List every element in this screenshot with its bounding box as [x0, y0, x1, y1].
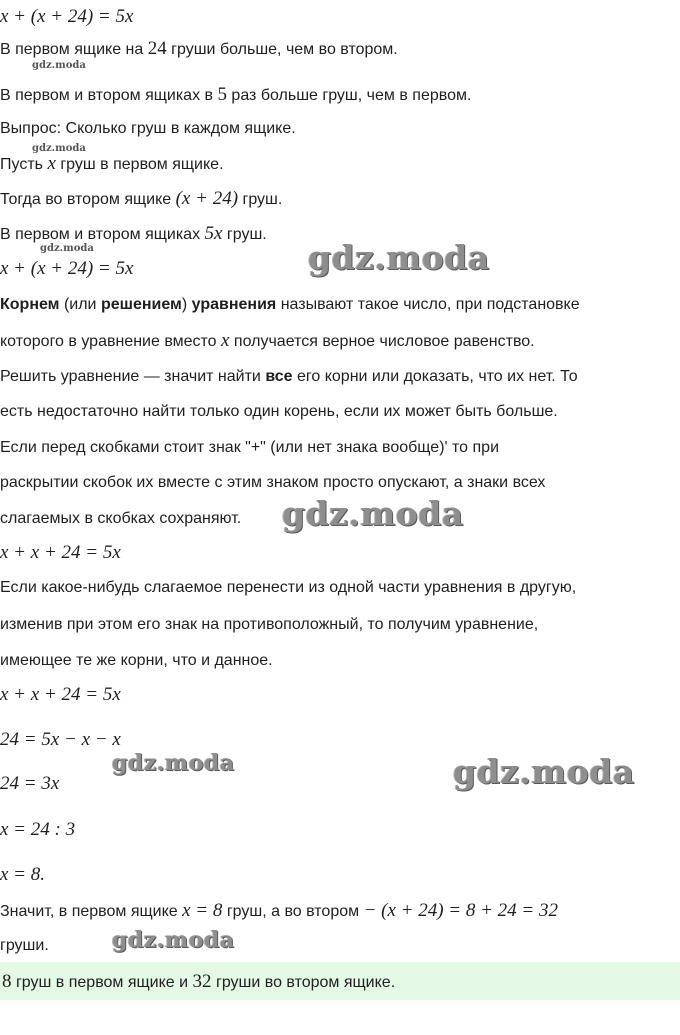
equation-7: x = 24 : 3: [0, 819, 76, 840]
equation-initial: x + (x + 24) = 5x: [0, 6, 134, 27]
solve-line-1: Решить уравнение — значит найти все его корни или доказать, что их нет. То: [0, 368, 578, 385]
watermark-large: gdz.moda: [112, 750, 235, 776]
equation-8: x = 8.: [0, 864, 46, 885]
equation-5: 24 = 5x − x − x: [0, 729, 121, 750]
equation-4: x + x + 24 = 5x: [0, 684, 121, 705]
equation-2: x + (x + 24) = 5x: [0, 258, 134, 279]
watermark-small: gdz.moda: [32, 60, 86, 71]
equation-6: 24 = 3x: [0, 773, 60, 794]
solve-line-2: есть недостаточно найти только один корень, если их может быть больше.: [0, 403, 558, 420]
move-line-1: Если какое-нибудь слагаемое перенести из одной части уравнения в другую,: [0, 579, 577, 596]
definition-line-1: Корнем (или решением) уравнения называют такое число, при подстановке: [0, 296, 580, 313]
move-line-2: изменив при этом его знак на противоположный, то получим уравнение,: [0, 616, 539, 633]
condition-line-1: В первом ящике на 24 груши больше, чем во втором.: [0, 38, 398, 59]
let-line: Пусть x груш в первом ящике.: [0, 153, 224, 174]
equation-3: x + x + 24 = 5x: [0, 542, 121, 563]
watermark-small: gdz.moda: [32, 143, 86, 154]
watermark-small: gdz.moda: [40, 243, 94, 254]
watermark-large: gdz.moda: [453, 752, 635, 791]
move-line-3: имеющее те же корни, что и данное.: [0, 652, 273, 669]
rule-line-1: Если перед скобками стоит знак "+" (или нет знака вообще)' то при: [0, 439, 500, 456]
conclusion-line-1: Значит, в первом ящике x = 8 груш, а во втором − (x + 24) = 8 + 24 = 32: [0, 900, 559, 921]
watermark-large: gdz.moda: [282, 494, 464, 533]
rule-line-2: раскрытии скобок их вместе с этим знаком просто опускают, а знаки всех: [0, 474, 546, 491]
question-line: Выпрос: Сколько груш в каждом ящике.: [0, 120, 296, 137]
watermark-large: gdz.moda: [308, 238, 490, 277]
sum-line: В первом и втором ящиках 5x груш.: [0, 223, 267, 244]
watermark-large: gdz.moda: [112, 927, 235, 953]
rule-line-3: слагаемых в скобках сохраняют.: [0, 510, 242, 527]
condition-line-2: В первом и втором ящиках в 5 раз больше груш, чем в первом.: [0, 84, 472, 105]
answer-text: 8 груш в первом ящике и 32 груши во втором ящике.: [2, 971, 396, 992]
then-line: Тогда во втором ящике (x + 24) груш.: [0, 188, 283, 209]
conclusion-line-2: груши.: [0, 937, 49, 954]
definition-line-2: которого в уравнение вместо x получается верное числовое равенство.: [0, 330, 535, 351]
